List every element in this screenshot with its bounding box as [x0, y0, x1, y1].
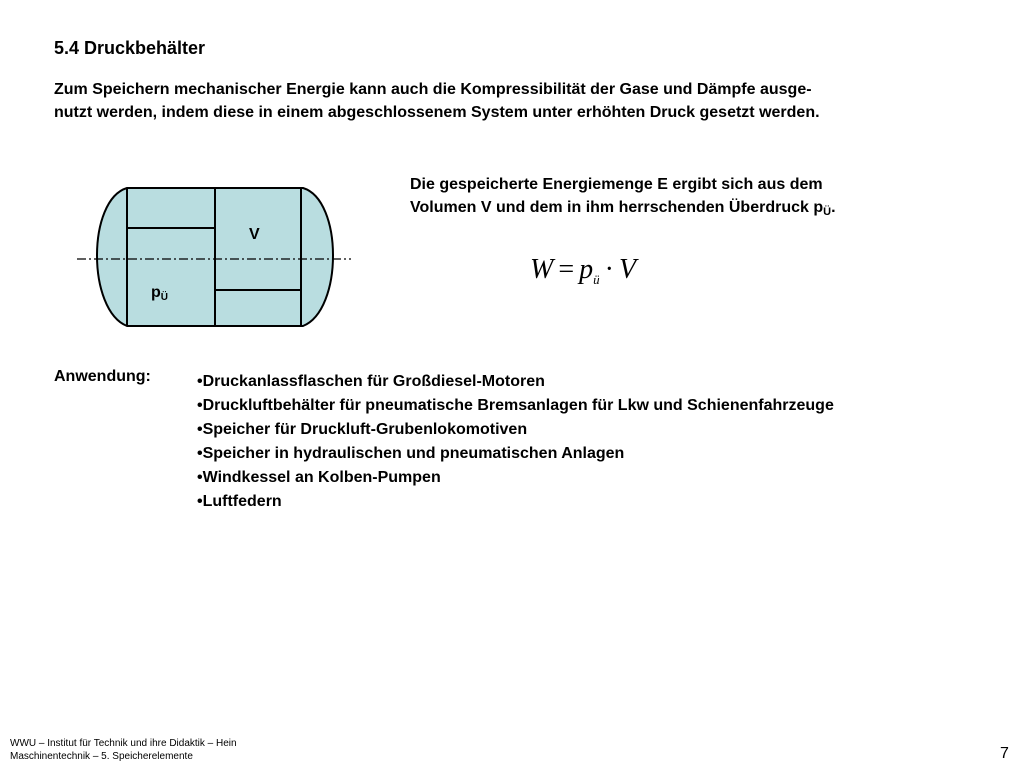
list-item: •Luftfedern: [197, 493, 282, 510]
list-item: •Druckluftbehälter für pneumatische Bremsanlagen für Lkw und Schienenfahrzeuge: [197, 397, 834, 414]
pressure-label: pÜ: [151, 284, 169, 303]
intro-line-2: nutzt werden, indem diese in einem abgeschlossenem System unter erhöhten Druck gesetzt werden.: [54, 104, 820, 121]
pressure-vessel-diagram: [75, 180, 355, 330]
formula-description: [410, 173, 970, 224]
energy-formula: $W = p_ü \cdot V$: [530, 254, 637, 287]
list-item: •Speicher für Druckluft-Grubenlokomotiven: [197, 421, 528, 438]
formula-description-line-2: Volumen V und dem in ihm herrschenden Überdruck $p_Ü$.: [410, 199, 836, 218]
footer: [10, 737, 237, 763]
list-item: •Windkessel an Kolben-Pumpen: [197, 469, 441, 486]
page-number: 7: [1000, 745, 1009, 762]
list-item: •Druckanlassflaschen für Großdiesel-Motoren: [197, 373, 545, 390]
intro-line-1: Zum Speichern mechanischer Energie kann auch die Kompressibilität der Gase und Dämpfe ausge-: [54, 81, 812, 98]
intro-paragraph: [54, 78, 1014, 124]
slide-title: 5.4 Druckbehälter: [54, 38, 206, 58]
list-item: •Speicher in hydraulischen und pneumatischen Anlagen: [197, 445, 625, 462]
footer-line-1: WWU – Institut für Technik und ihre Didaktik – Hein: [10, 738, 237, 749]
application-list: [197, 370, 834, 514]
footer-line-2: Maschinentechnik – 5. Speicherelemente: [10, 751, 193, 762]
volume-label: V: [249, 226, 260, 243]
formula-description-line-1: Die gespeicherte Energiemenge E ergibt sich aus dem: [410, 176, 823, 193]
application-label: Anwendung:: [54, 368, 151, 385]
